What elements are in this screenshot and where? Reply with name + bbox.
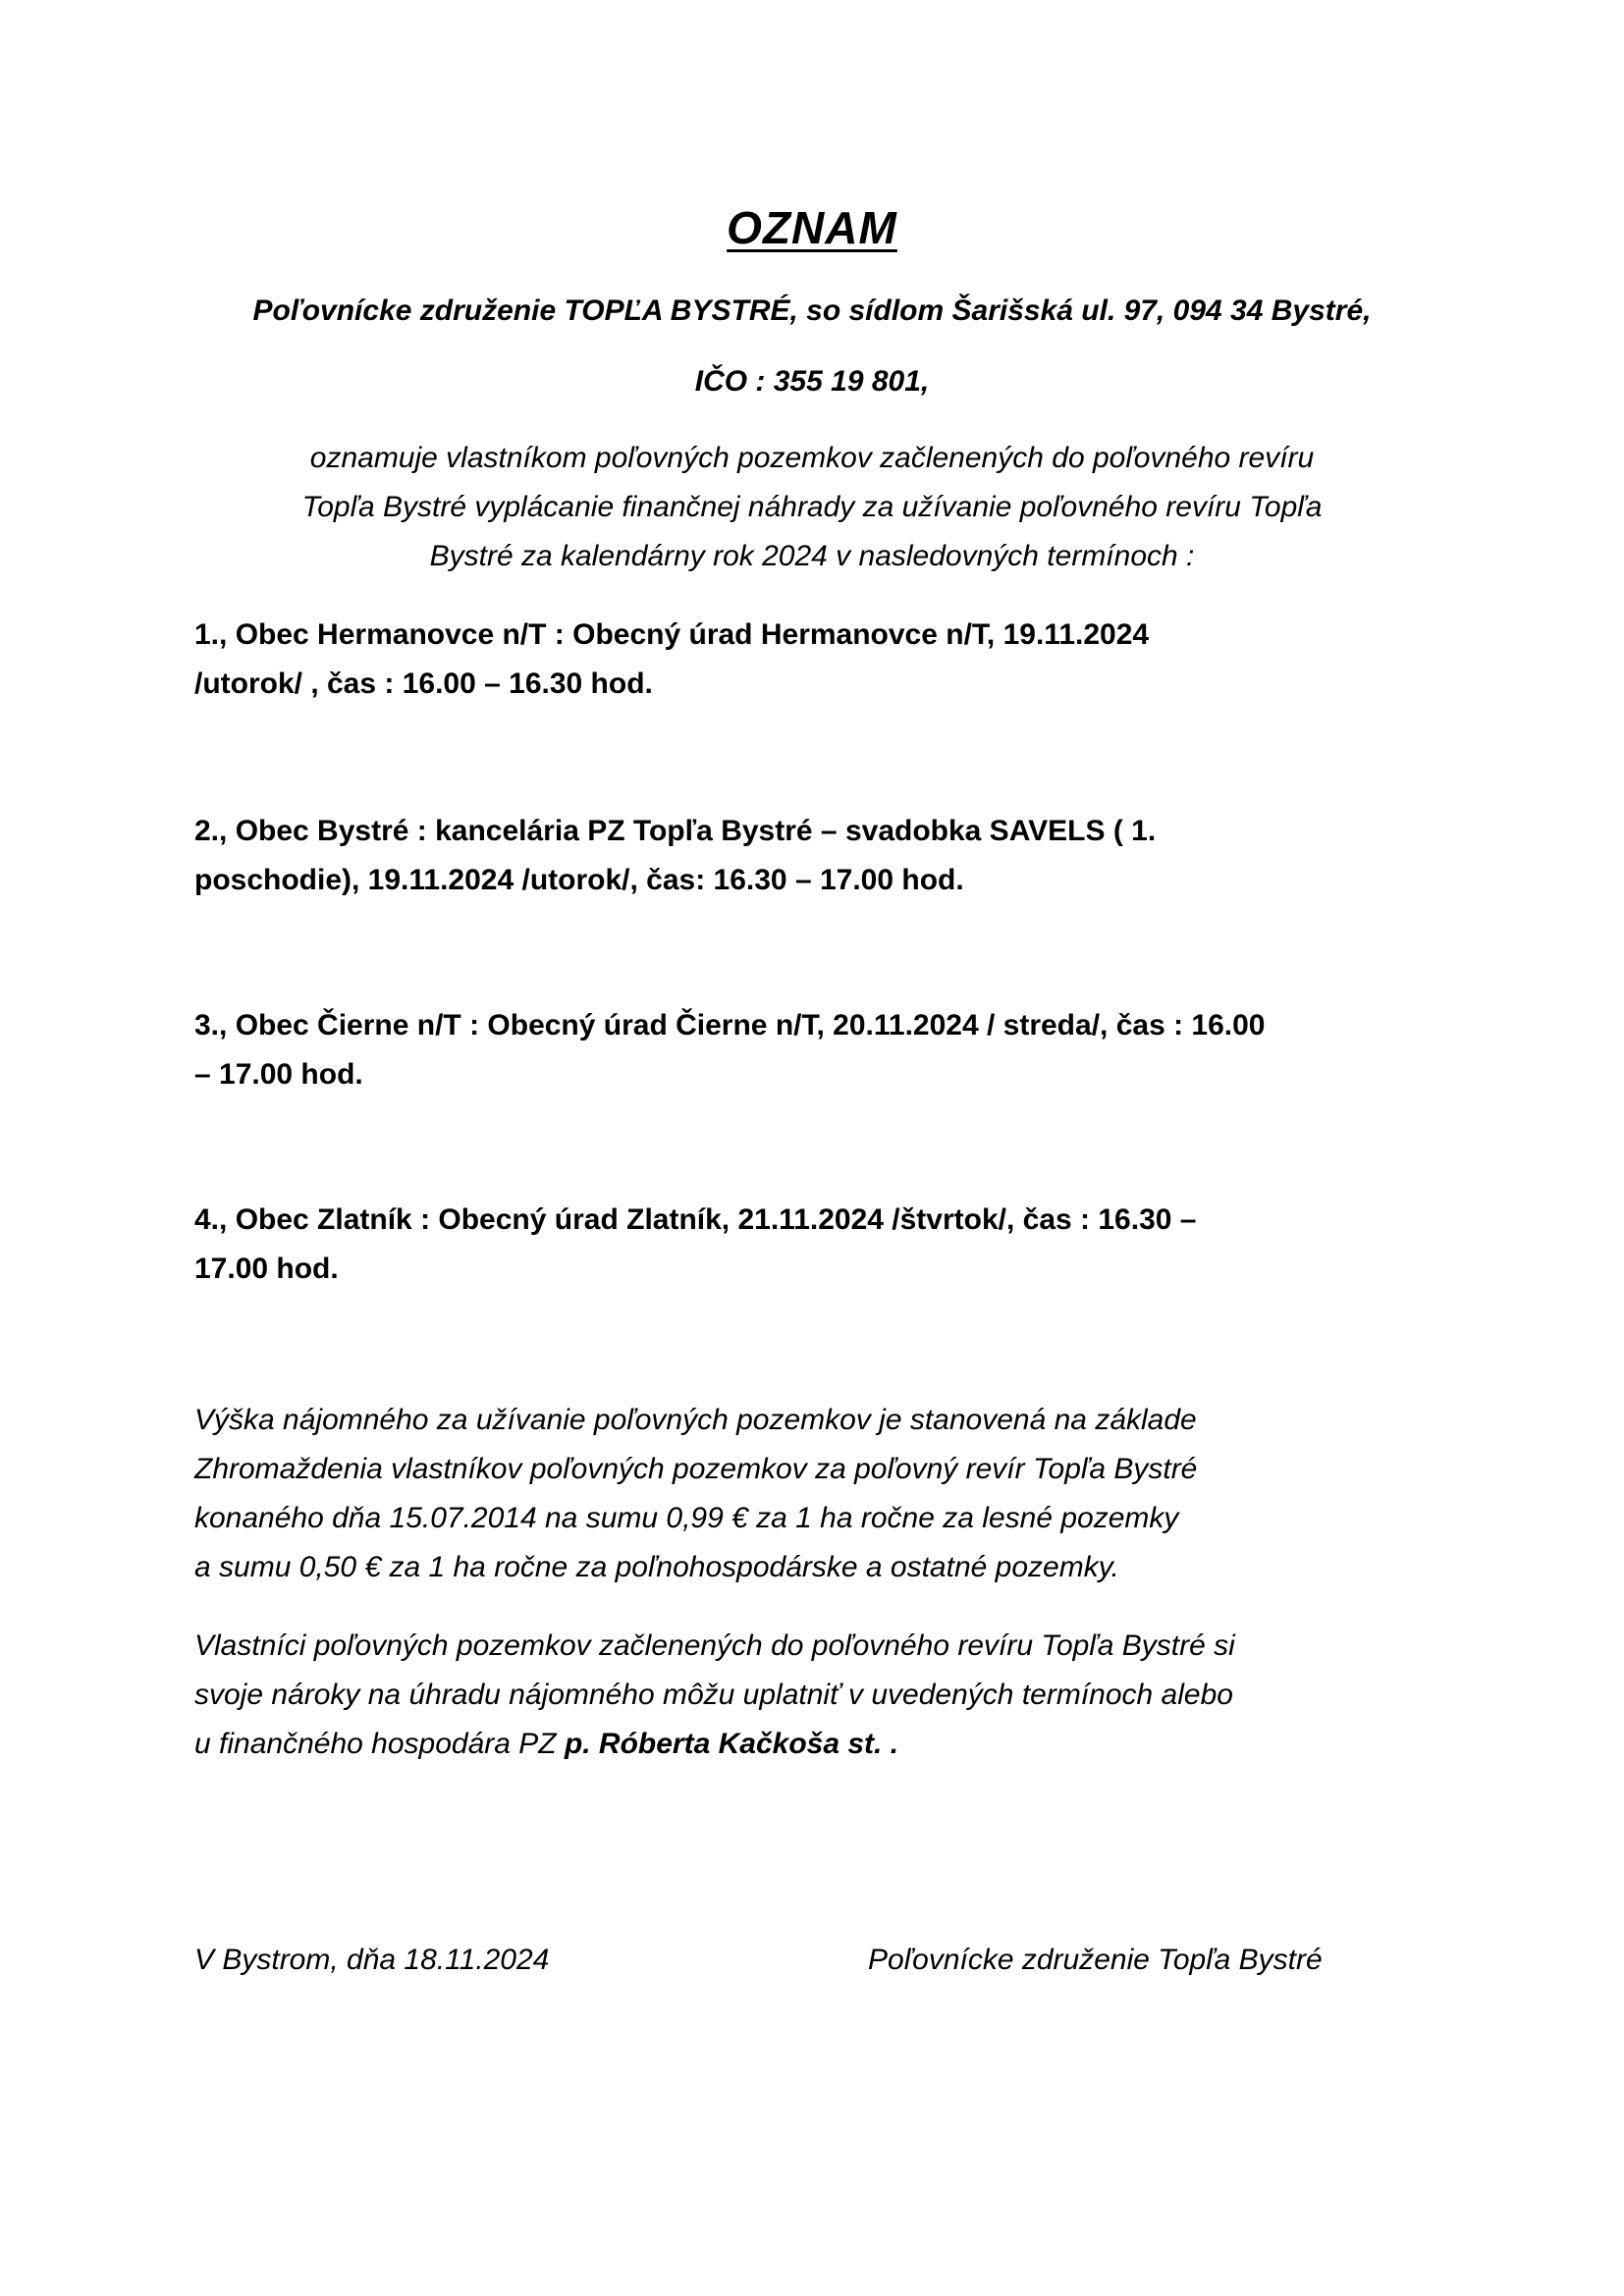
rent-line: Výška nájomného za užívanie poľovných pozemkov je stanovená na základe [194,1404,1197,1436]
place-date: V Bystrom, dňa 18.11.2024 [194,1944,550,1976]
term-item-1 [194,611,1461,709]
rent-line: Zhromaždenia vlastníkov poľovných pozemkov za poľovný revír Topľa Bystré [194,1453,1198,1485]
claims-line [194,1720,1471,1769]
term-line: 3., Obec Čierne n/T : Obecný úrad Čierne n/T, 20.11.2024 / streda/, čas : 16.00 [194,1009,1266,1041]
rent-paragraph [194,1396,1471,1592]
claims-line-prefix: u finančného hospodára PZ [194,1728,565,1760]
intro-line: oznamuje vlastníkom poľovných pozemkov začlenených do poľovného revíru [309,442,1315,474]
document-title: OZNAM [727,202,897,253]
term-line: poschodie), 19.11.2024 /utorok/, čas: 16.30 – 17.00 hod. [194,864,964,896]
signature-line: Poľovnícke združenie Topľa Bystré [868,1944,1323,1976]
treasurer-name: p. Róberta Kačkoša st. . [564,1728,899,1760]
claims-paragraph [194,1622,1471,1769]
term-item-2 [194,807,1461,905]
intro-paragraph [177,434,1447,581]
claims-line: svoje nároky na úhradu nájomného môžu uplatniť v uvedených termínoch alebo [194,1679,1233,1711]
term-line: 2., Obec Bystré : kancelária PZ Topľa Bystré – svadobka SAVELS ( 1. [194,815,1157,847]
term-line: 4., Obec Zlatník : Obecný úrad Zlatník, 21.11.2024 /štvrtok/, čas : 16.30 – [194,1203,1197,1236]
organization-line: Poľovnícke združenie TOPĽA BYSTRÉ, so sídlom Šarišská ul. 97, 094 34 Bystré, [252,294,1372,327]
rent-line: konaného dňa 15.07.2014 na sumu 0,99 € za 1 ha ročne za lesné pozemky [194,1502,1179,1534]
term-line: 17.00 hod. [194,1253,339,1285]
ico-line: IČO : 355 19 801, [694,365,930,398]
rent-line: a sumu 0,50 € za 1 ha ročne za poľnohospodárske a ostatné pozemky. [194,1551,1119,1583]
term-item-3 [194,1001,1461,1099]
claims-line: Vlastníci poľovných pozemkov začlenených do poľovného revíru Topľa Bystré si [194,1629,1235,1662]
term-line: 1., Obec Hermanovce n/T : Obecný úrad Hermanovce n/T, 19.11.2024 [194,618,1150,651]
intro-line: Bystré za kalendárny rok 2024 v nasledovných termínoch : [429,540,1195,572]
term-line: /utorok/ , čas : 16.00 – 16.30 hod. [194,667,653,700]
term-item-4 [194,1196,1461,1294]
term-line: – 17.00 hod. [194,1058,363,1091]
intro-line: Topľa Bystré vyplácanie finančnej náhrady za užívanie poľovného revíru Topľa [301,491,1323,523]
